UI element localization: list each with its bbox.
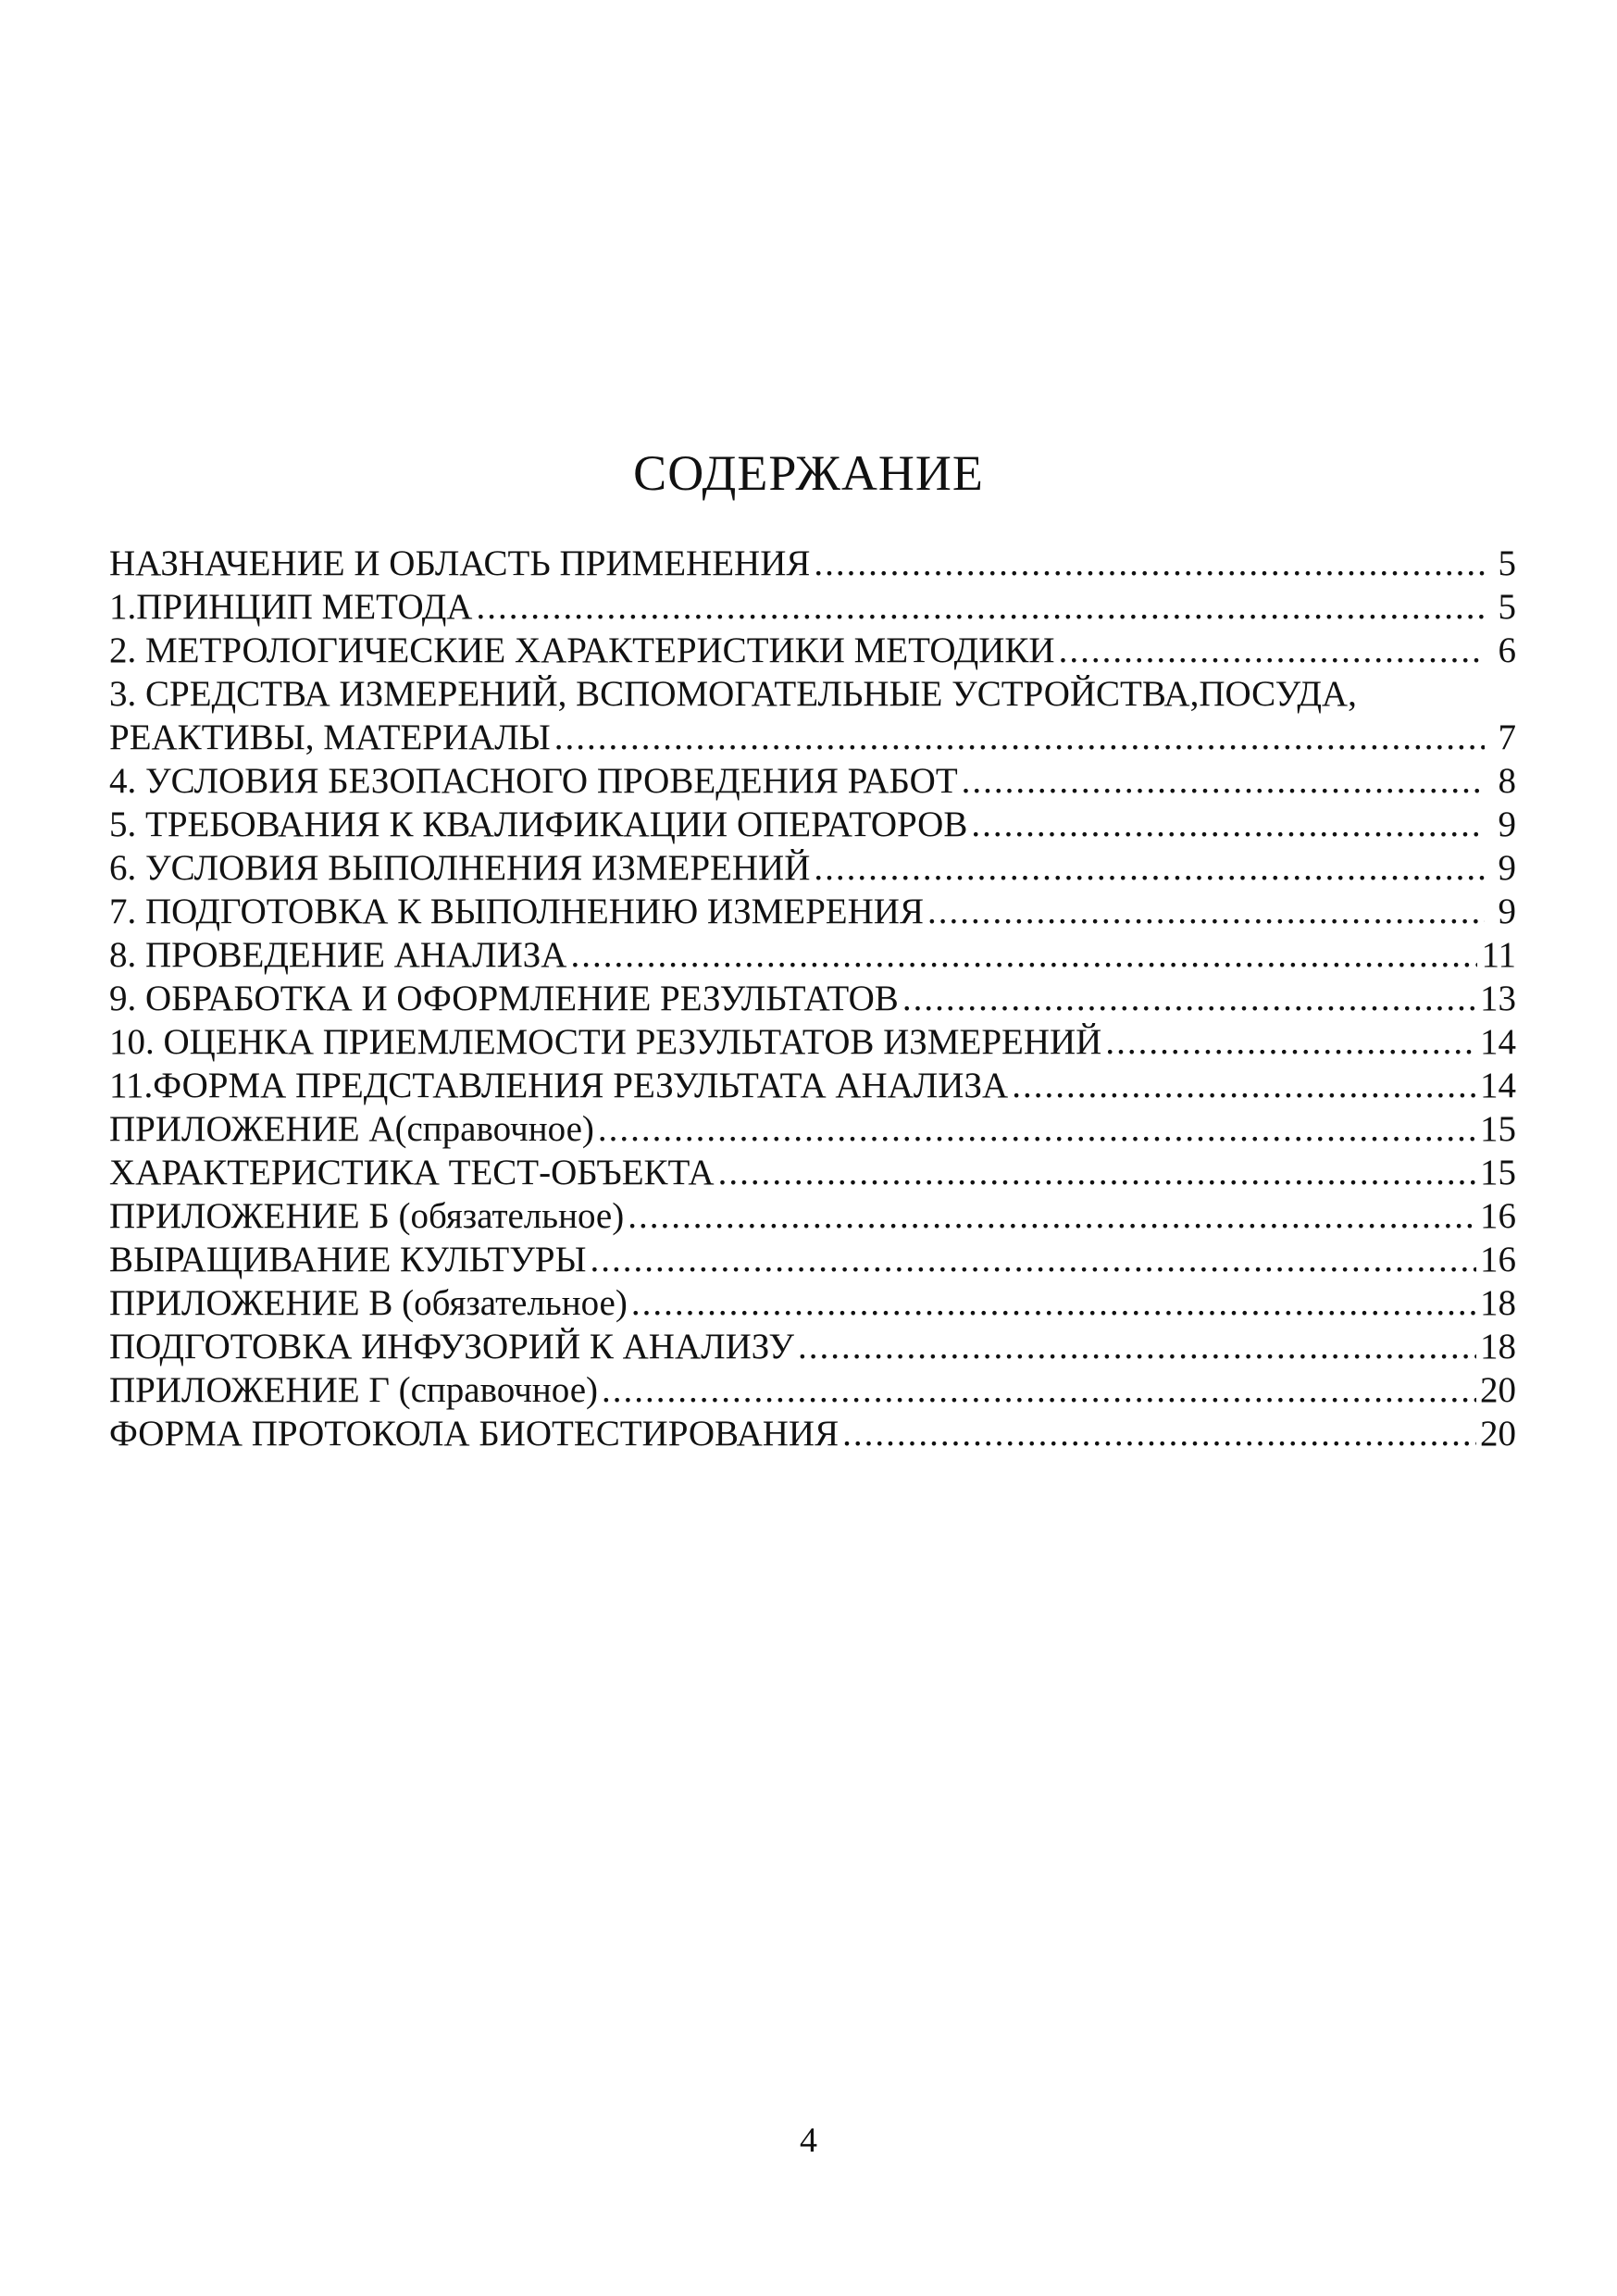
toc-entry-page: 5 <box>1498 543 1516 583</box>
toc-entry <box>109 1064 1516 1107</box>
table-of-contents <box>109 542 1516 1455</box>
dot-leader <box>798 1325 1476 1368</box>
toc-entry-page: 9 <box>1498 805 1516 844</box>
dot-leader <box>962 759 1485 803</box>
toc-entry-page: 8 <box>1498 761 1516 801</box>
toc-entry <box>109 1281 1516 1325</box>
dot-leader <box>598 1107 1476 1151</box>
toc-entry-label: 8. ПРОВЕДЕНИЕ АНАЛИЗА <box>109 935 567 975</box>
toc-entry-label: ФОРМА ПРОТОКОЛА БИОТЕСТИРОВАНИЯ <box>109 1414 840 1454</box>
toc-entry <box>109 716 1516 759</box>
toc-entry <box>109 890 1516 933</box>
dot-leader <box>591 1238 1476 1281</box>
toc-entry-page: 20 <box>1480 1370 1516 1410</box>
toc-entry-page: 16 <box>1480 1240 1516 1279</box>
toc-entry <box>109 977 1516 1020</box>
toc-entry-label: РЕАКТИВЫ, МАТЕРИАЛЫ <box>109 718 551 757</box>
toc-entry <box>109 846 1516 890</box>
page-title: СОДЕРЖАНИЕ <box>633 445 984 501</box>
toc-entry-page: 20 <box>1480 1414 1516 1454</box>
toc-entry-page: 18 <box>1480 1327 1516 1366</box>
toc-entry <box>109 803 1516 846</box>
toc-entry-label: 9. ОБРАБОТКА И ОФОРМЛЕНИЕ РЕЗУЛЬТАТОВ <box>109 979 899 1018</box>
toc-entry-page: 9 <box>1498 848 1516 888</box>
toc-entry-page: 14 <box>1480 1066 1516 1105</box>
toc-entry-page: 18 <box>1480 1283 1516 1323</box>
toc-entry-page: 6 <box>1498 630 1516 670</box>
toc-entry-label: 1.ПРИНЦИП МЕТОДА <box>109 587 473 627</box>
dot-leader <box>570 933 1477 977</box>
toc-entry <box>109 629 1516 672</box>
toc-entry-label: 10. ОЦЕНКА ПРИЕМЛЕМОСТИ РЕЗУЛЬТАТОВ ИЗМЕРЕНИЙ <box>109 1022 1102 1062</box>
toc-entry-page: 14 <box>1480 1022 1516 1062</box>
toc-entry-label: ПРИЛОЖЕНИЕ А(справочное) <box>109 1109 594 1149</box>
toc-entry <box>109 1020 1516 1064</box>
dot-leader <box>902 977 1476 1020</box>
toc-entry <box>109 759 1516 803</box>
toc-entry-label: ПРИЛОЖЕНИЕ Б (обязательное) <box>109 1196 625 1236</box>
toc-entry-label: ВЫРАЩИВАНИЕ КУЛЬТУРЫ <box>109 1240 587 1279</box>
page-number: 4 <box>800 2121 817 2160</box>
toc-entry-label: НАЗНАЧЕНИЕ И ОБЛАСТЬ ПРИМЕНЕНИЯ <box>109 543 811 583</box>
toc-entry-label: 4. УСЛОВИЯ БЕЗОПАСНОГО ПРОВЕДЕНИЯ РАБОТ <box>109 761 958 801</box>
dot-leader <box>718 1151 1476 1194</box>
toc-entry-label: 11.ФОРМА ПРЕДСТАВЛЕНИЯ РЕЗУЛЬТАТА АНАЛИЗА <box>109 1066 1009 1105</box>
toc-entry-label: ПРИЛОЖЕНИЕ Г (справочное) <box>109 1370 599 1410</box>
toc-entry-page: 13 <box>1480 979 1516 1018</box>
toc-entry <box>109 542 1516 585</box>
dot-leader <box>814 846 1485 890</box>
toc-entry-label: ПРИЛОЖЕНИЕ В (обязательное) <box>109 1283 628 1323</box>
dot-leader <box>554 716 1485 759</box>
toc-entry <box>109 1368 1516 1412</box>
toc-entry-label: 2. МЕТРОЛОГИЧЕСКИЕ ХАРАКТЕРИСТИКИ МЕТОДИКИ <box>109 630 1055 670</box>
toc-entry-label: 6. УСЛОВИЯ ВЫПОЛНЕНИЯ ИЗМЕРЕНИЙ <box>109 848 811 888</box>
toc-entry-label: 5. ТРЕБОВАНИЯ К КВАЛИФИКАЦИИ ОПЕРАТОРОВ <box>109 805 968 844</box>
toc-entry-label: ПОДГОТОВКА ИНФУЗОРИЙ К АНАЛИЗУ <box>109 1327 794 1366</box>
toc-entry-label: 7. ПОДГОТОВКА К ВЫПОЛНЕНИЮ ИЗМЕРЕНИЯ <box>109 892 924 931</box>
toc-entry-page: 7 <box>1498 718 1516 757</box>
dot-leader <box>602 1368 1476 1412</box>
toc-entry <box>109 1107 1516 1151</box>
toc-entry-page: 15 <box>1480 1153 1516 1192</box>
toc-entry <box>109 1325 1516 1368</box>
dot-leader <box>814 542 1485 585</box>
toc-entry-first-line: 3. СРЕДСТВА ИЗМЕРЕНИЙ, ВСПОМОГАТЕЛЬНЫЕ УСТРОЙСТВА,ПОСУДА, <box>109 674 1357 714</box>
toc-entry <box>109 933 1516 977</box>
toc-entry <box>109 1194 1516 1238</box>
toc-entry-page: 5 <box>1498 587 1516 627</box>
dot-leader <box>1105 1020 1476 1064</box>
dot-leader <box>476 585 1485 629</box>
dot-leader <box>842 1412 1476 1455</box>
dot-leader <box>1059 629 1485 672</box>
toc-entry-page: 9 <box>1498 892 1516 931</box>
dot-leader <box>628 1194 1476 1238</box>
dot-leader <box>971 803 1485 846</box>
toc-entry <box>109 1238 1516 1281</box>
toc-entry-page: 15 <box>1480 1109 1516 1149</box>
dot-leader <box>1012 1064 1476 1107</box>
toc-entry <box>109 1412 1516 1455</box>
dot-leader <box>631 1281 1476 1325</box>
toc-entry-page: 11 <box>1481 935 1516 975</box>
dot-leader <box>927 890 1485 933</box>
toc-entry-page: 16 <box>1480 1196 1516 1236</box>
toc-entry <box>109 1151 1516 1194</box>
toc-entry <box>109 585 1516 629</box>
toc-entry-label: ХАРАКТЕРИСТИКА ТЕСТ-ОБЪЕКТА <box>109 1153 715 1192</box>
